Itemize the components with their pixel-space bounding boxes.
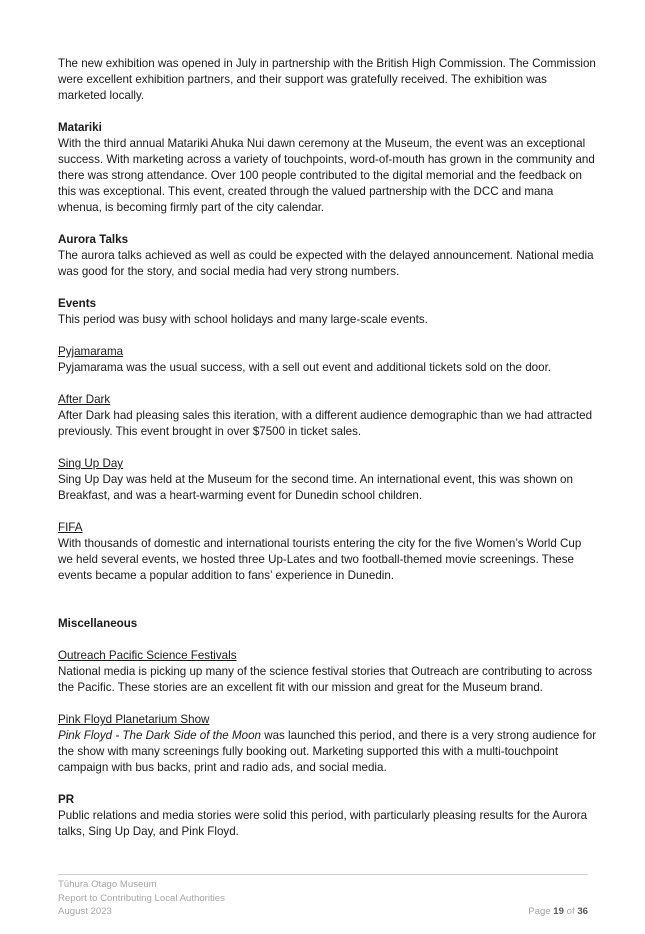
page-total: 36 <box>577 906 588 917</box>
outreach-paragraph: National media is picking up many of the science festival stories that Outreach are contributing to across the Pacific. These stories are an excellent fit with our mission and great for the Museum brand. <box>58 665 593 694</box>
after-dark-paragraph: After Dark had pleasing sales this iteration, with a different audience demographic than we had attracted previously. This event brought in over $7500 in ticket sales. <box>58 409 593 438</box>
pink-floyd-text: was launched this period, and there is a very strong audience for the show with many screenings fully booking out. Marketing supported this with a multi-touchpoint campaign with bus backs, print and radio ads, and social media. <box>58 729 597 774</box>
events-heading: Events <box>58 297 97 310</box>
fifa-paragraph: With thousands of domestic and international tourists entering the city for the five Women’s World Cup we held several events, we hosted three Up-Lates and two football-themed movie screenings. These events became a popular addition to fans’ experience in Dunedin. <box>58 537 582 582</box>
pr-paragraph: Public relations and media stories were solid this period, with particularly pleasing results for the Aurora talks, Sing Up Day, and Pink Floyd. <box>58 809 588 838</box>
pr-heading: PR <box>58 793 75 806</box>
after-dark-heading: After Dark <box>58 393 111 406</box>
aurora-paragraph: The aurora talks achieved as well as could be expected with the delayed announcement. National media was good for the story, and social media had very strong numbers. <box>58 249 594 278</box>
fifa-heading: FIFA <box>58 521 83 534</box>
footer-date: August 2023 <box>58 906 112 917</box>
pink-floyd-show-title: Pink Floyd - The Dark Side of the Moon <box>58 729 261 742</box>
page-number <box>528 905 588 919</box>
sing-up-day-paragraph: Sing Up Day was held at the Museum for the second time. An international event, this was shown on Breakfast, and was a heart-warming event for Dunedin school children. <box>58 473 573 502</box>
page-word: Page <box>528 906 551 917</box>
pink-floyd-paragraph <box>58 728 598 776</box>
aurora-heading: Aurora Talks <box>58 233 129 246</box>
footer <box>58 878 225 919</box>
matariki-heading: Matariki <box>58 121 102 134</box>
matariki-paragraph: With the third annual Matariki Ahuka Nui dawn ceremony at the Museum, the event was an exceptional success. With marketing across a variety of touchpoints, word-of-mouth has grown in the community and there was strong attendance. Over 100 people contributed to the digital memorial and the feedback on this was exceptional. This event, created through the valued partnership with the DCC and mana whenua, is becoming firmly part of the city calendar. <box>58 137 595 214</box>
pyjamarama-paragraph: Pyjamarama was the usual success, with a sell out event and additional tickets sold on the door. <box>58 361 552 374</box>
outreach-heading: Outreach Pacific Science Festivals <box>58 649 237 662</box>
pyjamarama-heading: Pyjamarama <box>58 345 124 358</box>
events-paragraph: This period was busy with school holidays and many large-scale events. <box>58 313 428 326</box>
sing-up-day-heading: Sing Up Day <box>58 457 124 470</box>
page-of: of <box>566 906 575 917</box>
pink-floyd-heading: Pink Floyd Planetarium Show <box>58 713 210 726</box>
intro-paragraph: The new exhibition was opened in July in partnership with the British High Commission. The Commission were excellent exhibition partners, and their support was gratefully received. The exhibition was marketed locally. <box>58 57 596 102</box>
footer-org: Tūhura Otago Museum <box>58 879 157 890</box>
misc-heading: Miscellaneous <box>58 617 138 630</box>
document-body <box>58 56 598 840</box>
page-current: 19 <box>553 906 564 917</box>
footer-report: Report to Contributing Local Authorities <box>58 892 225 904</box>
footer-divider <box>58 874 588 875</box>
